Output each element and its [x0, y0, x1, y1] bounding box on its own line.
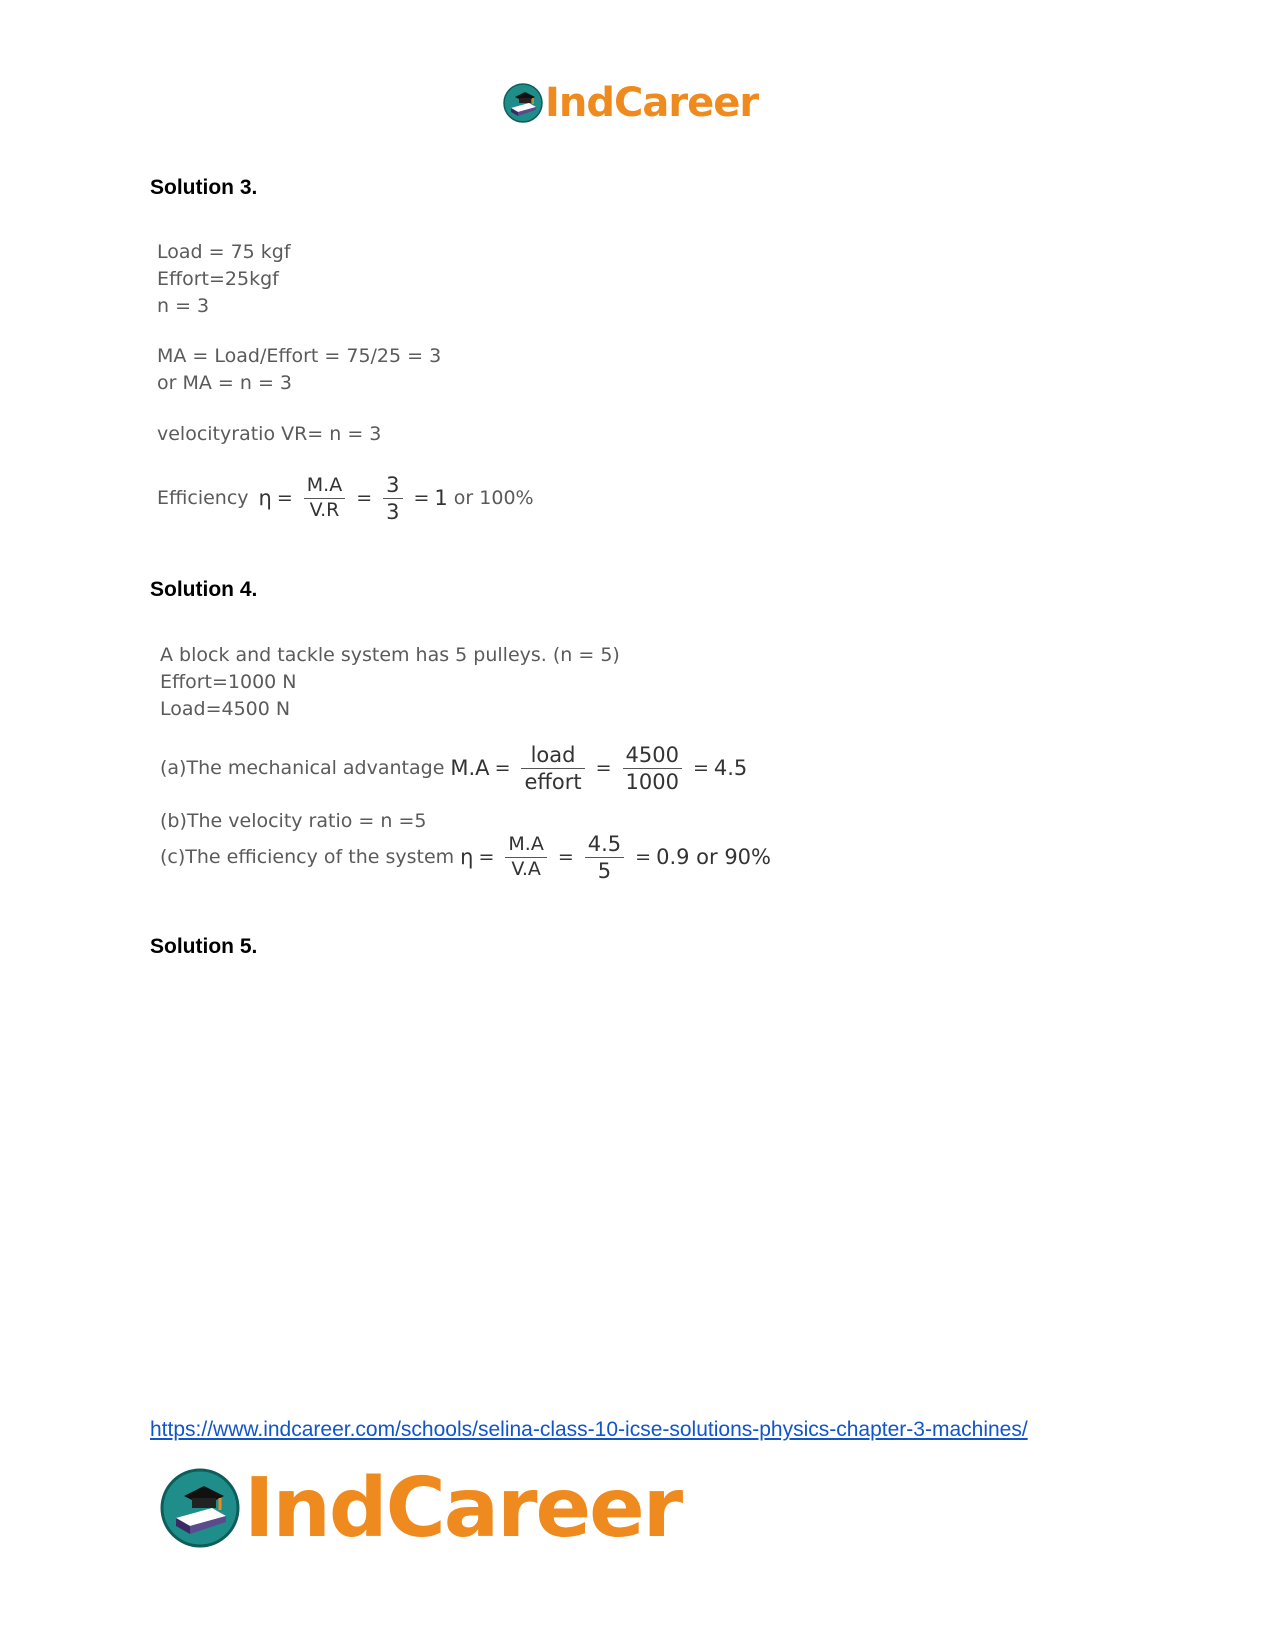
ma-over-vr-fraction: $\frac{M.A}{V.R}$: [304, 476, 345, 521]
efficiency-result-one: 1: [434, 486, 448, 511]
solution-3-given: [157, 239, 291, 320]
ma-over-va-fraction: $\frac{M.A}{V.A}$: [505, 835, 546, 880]
solution-4-given: [160, 642, 620, 723]
load-line: Load = 75 kgf: [157, 241, 291, 263]
load-over-effort-fraction: $\frac{\text{load}}{\text{effort}}$: [521, 744, 584, 793]
ma-result: 4.5: [713, 756, 748, 781]
brand-name: IndCareer: [244, 1460, 682, 1556]
indcareer-logo-top: [503, 80, 758, 126]
efficiency-label: Efficiency: [157, 487, 249, 510]
pulleys-line: A block and tackle system has 5 pulleys. (n = 5): [160, 644, 620, 666]
graduation-book-icon: [503, 83, 543, 123]
velocity-ratio-line: velocityratio VR= n = 3: [157, 423, 382, 445]
ma-alt-line: or MA = n = 3: [157, 372, 292, 394]
efficiency-result-percent: or 100%: [453, 487, 534, 510]
ma-label: (a)The mechanical advantage: [160, 757, 445, 780]
ma-line: MA = Load/Effort = 75/25 = 3: [157, 345, 442, 367]
brand-name: IndCareer: [545, 80, 759, 126]
solution-3-heading: Solution 3.: [150, 176, 258, 199]
solution-5-heading: Solution 5.: [150, 935, 258, 958]
indcareer-logo-bottom: [160, 1460, 682, 1556]
4-5-over-5-fraction: $\frac{4.5}{5}$: [585, 833, 624, 882]
efficiency-label: (c)The efficiency of the system: [160, 846, 455, 869]
velocity-ratio-line: (b)The velocity ratio = n =5: [160, 810, 427, 832]
source-url-link[interactable]: https://www.indcareer.com/schools/selina-class-10-icse-solutions-physics-chapter-3-machines/: [150, 1418, 1028, 1441]
effort-line: Effort=25kgf: [157, 268, 279, 290]
solution-4-heading: Solution 4.: [150, 578, 258, 601]
4500-over-1000-fraction: $\frac{4500}{1000}$: [623, 744, 682, 793]
load-line: Load=4500 N: [160, 698, 291, 720]
equals-sign: =: [276, 487, 293, 510]
eta-symbol: η: [258, 486, 272, 511]
system-efficiency-equation: (c)The efficiency of the system η = $\frac{M.A}{V.A}$ = $\frac{4.5}{5}$ = 0.9 or 90%: [160, 832, 771, 884]
three-over-three-fraction: $\frac{3}{3}$: [383, 474, 402, 523]
n-line: n = 3: [157, 295, 210, 317]
graduation-book-icon: [160, 1468, 240, 1548]
efficiency-equation: Efficiency η = $\frac{M.A}{V.R}$ = $\frac{3}{3}$ = 1 or 100%: [157, 473, 534, 525]
mechanical-advantage-equation: (a)The mechanical advantage M.A = $\frac{\text{load}}{\text{effort}}$ = $\frac{4500}{1000}$ = 4.5: [160, 743, 748, 795]
solution-3-ma: [157, 343, 441, 397]
efficiency-result: 0.9 or 90%: [656, 845, 771, 870]
effort-line: Effort=1000 N: [160, 671, 297, 693]
